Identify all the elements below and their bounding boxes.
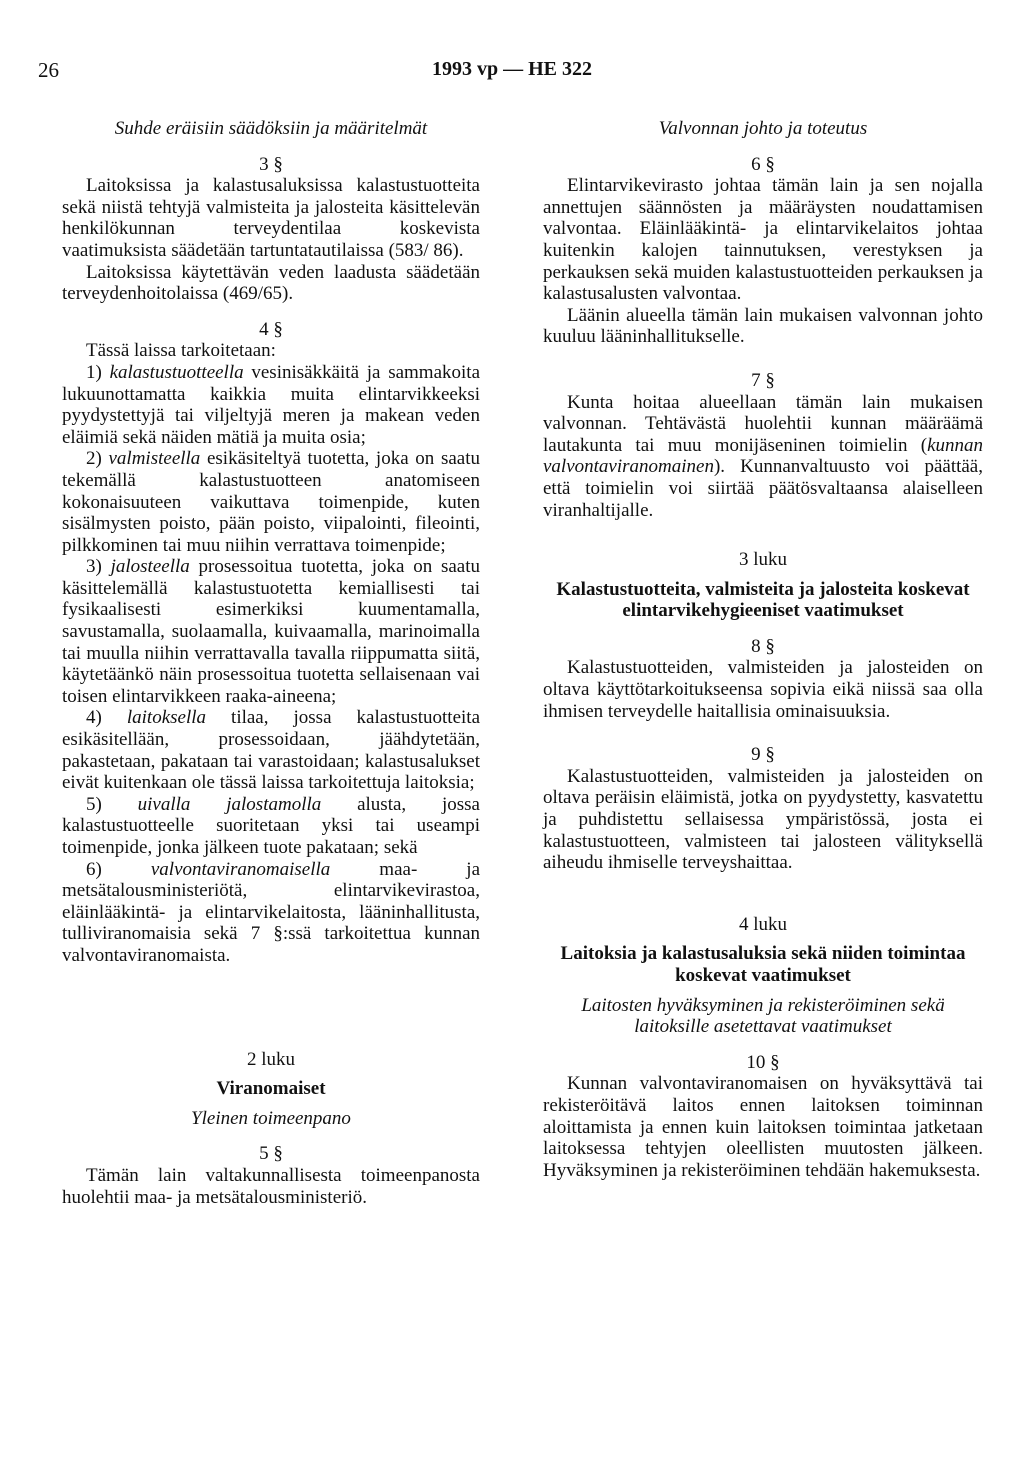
definition-item: [62, 362, 480, 448]
definition-text: tilaa, jossa kalastustuotteita esikäsitellään, prosessoidaan, jäähdytetään, pakastetaan, pakataan tai varastoidaan; kalastusalukset eivät kuitenkaan ole tässä laissa tarkoitettuja laitoksia;: [62, 707, 480, 794]
running-title: 1993 vp — HE 322: [431, 58, 593, 80]
definition-item: [62, 448, 480, 556]
item-number: 2): [86, 448, 109, 470]
paragraph-number: 8 §: [751, 635, 775, 657]
defined-term: jalosteella: [110, 556, 190, 578]
paragraph-text: Kalastustuotteiden, valmisteiden ja jalosteiden on oltava käyttötarkoitukseensa sopivia eikä niissä saa olla ihmisen terveydelle haitallisia ominaisuuksia.: [543, 657, 983, 722]
definition-item: [62, 859, 480, 967]
paragraph-text: Kunnan valvontaviranomaisen on hyväksyttävä tai rekisteröitävä laitos ennen laitoksen toiminnan aloittamista ja ennen kuin laitoksen toimintaa jatketaan laitoksessa tehtyjen oleellisten muutosten jälkeen. Hyväksyminen ja rekisteröiminen tehdään hakemuksesta.: [543, 1073, 983, 1181]
paragraph-text: Tässä laissa tarkoitetaan:: [86, 340, 276, 362]
definition-text: vesinisäkkäitä ja sammakoita lukuunottamatta kaikkia muita elintarvikkeeksi pyydystettyjä tai viljeltyjä meren ja makean veden eläimiä sekä näiden mätiä ja muita osia;: [62, 361, 481, 448]
paragraph-text: Läänin alueella tämän lain mukaisen valvonnan johto kuuluu lääninhallitukselle.: [543, 304, 983, 348]
defined-term: uivalla jalostamolla: [137, 793, 322, 815]
paragraph-number: 4 §: [259, 318, 283, 340]
definition-text: maa- ja metsätalousministeriötä, elintarvikevirastoa, eläinlääkintä- ja elintarvikelaitosta, lääninhallitusta, tulliviranomaisia sekä 7 §:ssä tarkoitettua kunnan valvontaviranomaista.: [62, 858, 481, 966]
paragraph-text: Tämän lain valtakunnallisesta toimeenpanosta huolehtii maa- ja metsätalousministeriö.: [62, 1164, 480, 1208]
right-column: [543, 118, 983, 1181]
definition-item: [62, 707, 480, 793]
left-column: [62, 118, 480, 1208]
text-part: Kunta hoitaa alueellaan tämän lain mukaisen valvonnan. Tehtävästä huolehtii kunnan määräämä lautakunta tai muu monijäseninen toimielin (: [543, 391, 983, 456]
defined-term: valmisteella: [108, 448, 201, 470]
defined-term: kunnan valvontaviranomainen: [543, 434, 983, 478]
defined-term: kalastustuotteella: [109, 361, 244, 383]
chapter-label: 4 luku: [738, 913, 788, 935]
paragraph-number: 7 §: [751, 369, 775, 391]
paragraph-number: 3 §: [259, 153, 283, 175]
paragraph-text: Laitoksissa ja kalastusaluksissa kalastustuotteita sekä niistä tehtyjä valmisteita ja jalosteita käsittelevän henkilökunnan terveydentilaa koskevista vaatimuksista säädetään tartuntatautilaissa (583/ 86).: [62, 175, 480, 261]
section-heading: Yleinen toimeenpano: [191, 1107, 351, 1129]
chapter-title: Laitoksia ja kalastusaluksia sekä niiden toimintaa koskevat vaatimukset: [560, 943, 966, 986]
section-heading: Valvonnan johto ja toteutus: [658, 118, 868, 139]
definition-item: [62, 794, 480, 859]
section-heading: Laitosten hyväksyminen ja rekisteröiminen sekä laitoksille asetettavat vaatimukset: [581, 994, 945, 1038]
paragraph-number: 5 §: [259, 1143, 283, 1165]
paragraph-number: 9 §: [751, 744, 775, 766]
definition-text: alusta, jossa kalastustuotteelle suoritetaan yksi tai useampi toimenpide, jonka jälkeen tuote pakataan; sekä: [62, 793, 480, 858]
defined-term: valvontaviranomaisella: [150, 858, 331, 880]
item-number: 4): [86, 707, 127, 729]
item-number: 5): [86, 793, 138, 815]
section-heading: Suhde eräisiin säädöksiin ja määritelmät: [114, 118, 428, 139]
paragraph-number: 6 §: [751, 153, 775, 175]
paragraph-number: 10 §: [746, 1051, 780, 1073]
chapter-label: 3 luku: [738, 549, 788, 571]
page-number: 26: [38, 58, 59, 82]
definition-text: prosessoitua tuotetta, joka on saatu käsittelemällä kalastustuotetta kemiallisesti tai fysikaalisesti esimerkiksi kuumentamalla, savustamalla, suolaamalla, kuivaamalla, marinoimalla tai muulla niihin verrattavalla tavalla riippumatta siitä, käytetäänkö näin prosessoitua tuotetta sellaisenaan vai toisen elintarvikkeen raaka-aineena;: [62, 556, 480, 707]
paragraph-text: Elintarvikevirasto johtaa tämän lain ja sen nojalla annettujen säännösten ja määräysten noudattamisen valvontaa. Eläinlääkintä- ja elintarvikelaitos johtaa kuitenkin kalojen tainnutuksen, verestyksen ja perkauksen sekä muiden kalastustuotteiden perkauksen ja kalastusalusten valvontaa.: [543, 175, 983, 305]
paragraph-text: [543, 392, 983, 522]
spacer: [62, 967, 480, 1027]
item-number: 6): [86, 858, 151, 880]
text-part: ). Kunnanvaltuusto voi päättää, että toimielin voi siirtää päätösvaltaansa alaiselleen viranhaltijalle.: [543, 456, 983, 521]
definition-item: [62, 556, 480, 707]
defined-term: laitoksella: [126, 707, 207, 729]
item-number: 3): [86, 556, 111, 578]
chapter-title: Kalastustuotteita, valmisteita ja jalosteita koskevat elintarvikehygieeniset vaatimukset: [556, 578, 970, 622]
paragraph-text: Laitoksissa käytettävän veden laadusta säädetään terveydenhoitolaissa (469/65).: [62, 261, 480, 305]
definition-text: esikäsiteltyä tuotetta, joka on saatu tekemällä kalastustuotteen anatomiseen kokonaisuuteen vaikuttava toimenpide, kuten sisälmysten poisto, pään poisto, viipalointi, fileointi, pilkkominen tai muu niihin verrattava toimenpide;: [62, 448, 481, 556]
paragraph-text: Kalastustuotteiden, valmisteiden ja jalosteiden on oltava peräisin eläimistä, jotka on pyydystetty, kasvatettu ja puhdistettu sellaisessa ympäristössä, josta ei kalastustuotteen, valmisteen tai jalosteen välityksellä aiheudu ihmiselle terveyshaittaa.: [543, 765, 983, 874]
chapter-label: 2 luku: [246, 1048, 296, 1070]
item-number: 1): [86, 361, 110, 383]
chapter-title: Viranomaiset: [216, 1078, 326, 1100]
